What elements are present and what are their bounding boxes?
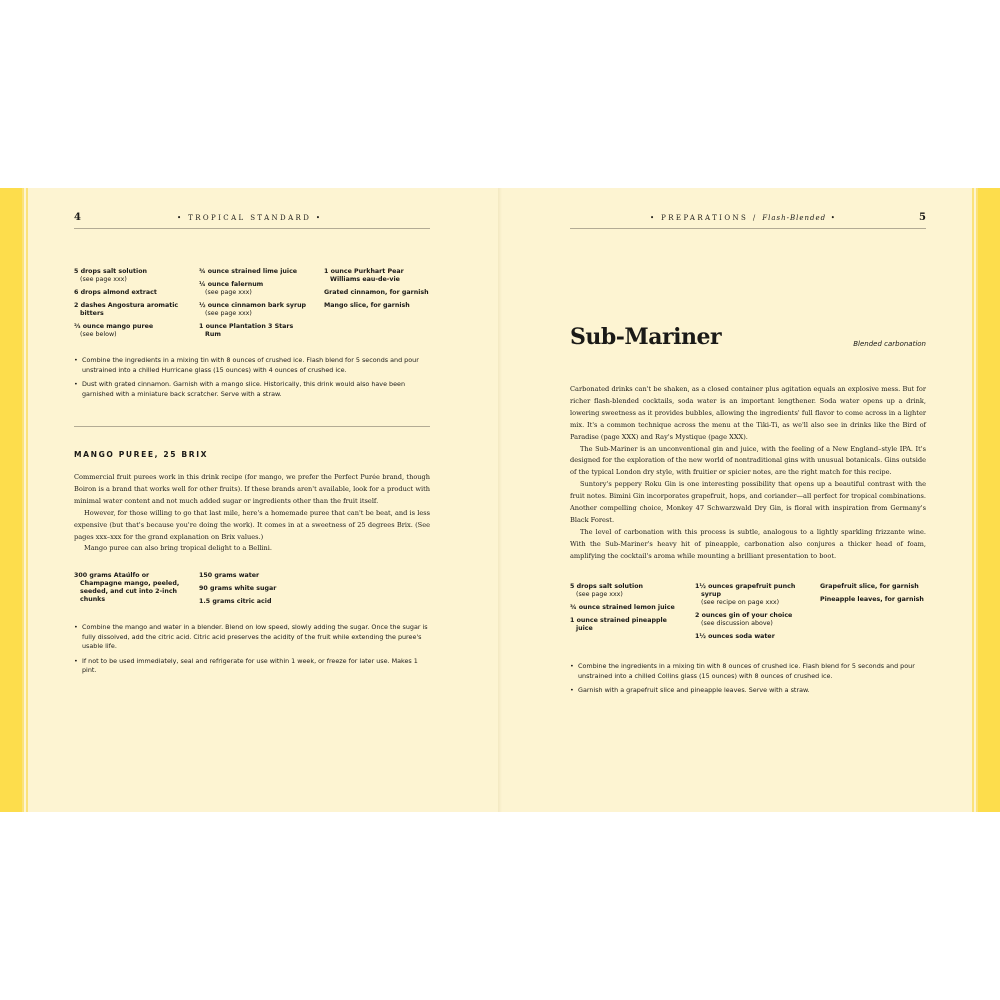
ingredient-text: ¼ ounce falernum <box>199 281 264 288</box>
body-paragraph: Carbonated drinks can't be shaken, as a closed container plus agitation equals an explosive mess. But for richer flash-blended cocktails, soda water is an important lengthener. Soda water opens up a drink, lowering sweetness as it provides bubbles, allowing the ingredients' full flavor to come across in a lighter mix. It's a common technique across the menu at the Tiki-Ti, as we'll also see in drinks like the Bird of Paradise (page XXX) and Ray's Mystique (page XXX). <box>570 385 926 441</box>
ingredient-text: 5 drops salt solution <box>74 268 148 275</box>
ingredient-item <box>199 323 319 339</box>
body-paragraph: Commercial fruit purees work in this drink recipe (for mango, we prefer the Perfect Purée brand, though Boiron is a brand that works well for other fruits). If these brands aren't available, look for a product with minimal water content and not much added sugar or ingredients other than the fruit itself. <box>74 473 430 505</box>
ingredient-note: (see recipe on page xxx) <box>701 599 780 606</box>
ingredient-item <box>74 572 184 604</box>
method-step: • Combine the ingredients in a mixing tin with 8 ounces of crushed ice. Flash blend for 5 seconds and pour unstrained into a chilled Collins glass (15 ounces) with 8 ounces of crushed ice. <box>570 662 926 681</box>
ingredient-item <box>570 617 688 633</box>
left-page <box>74 188 430 812</box>
right-page-edge <box>978 188 1000 812</box>
ingredient-continuation: bitters <box>80 310 104 317</box>
recipe-subtitle: Blended carbonation <box>853 340 926 348</box>
left-edge-line-2 <box>26 188 28 812</box>
method-step: • Combine the mango and water in a blender. Blend on low speed, slowly adding the sugar. Once the sugar is fully dissolved, add the citric acid. Citric acid preserves the acidity of the fruit while extending the puree's usable life. <box>74 623 430 652</box>
method-step: • Combine the ingredients in a mixing tin with 8 ounces of crushed ice. Flash blend for 5 seconds and pour unstrained into a chilled Hurricane glass (15 ounces) with 4 ounces of crushed ice. <box>74 356 430 375</box>
ingredient-text: ¾ ounce strained lemon juice <box>570 604 675 611</box>
left-page-number: 4 <box>74 212 81 223</box>
ingredient-text: 150 grams water <box>199 572 260 579</box>
running-head-suffix: • <box>830 214 838 222</box>
ingredients-column-3 <box>324 268 434 315</box>
ingredient-item <box>199 302 319 318</box>
ingredient-continuation: juice <box>576 625 593 632</box>
ingredient-item <box>324 268 434 284</box>
book-spread <box>0 188 1000 812</box>
right-page <box>570 188 926 812</box>
subrecipe-steps <box>74 623 430 681</box>
ingredient-note: (see page xxx) <box>80 276 127 283</box>
ingredient-item <box>324 302 434 310</box>
body-paragraph: However, for those willing to go that last mile, here's a homemade puree that can't be beat, and is less expensive (but that's because you're doing the work). It comes in at a sweetness of 25 degrees Brix. (See pages xxx–xxx for the grand explanation on Brix values.) <box>74 508 430 541</box>
ingredient-text: Grapefruit slice, for garnish <box>820 583 919 590</box>
ingredient-text: ¾ ounce strained lime juice <box>199 268 298 275</box>
ingredient-continuation: Rum <box>205 331 221 338</box>
method-step: • Dust with grated cinnamon. Garnish with a mango slice. Historically, this drink would also have been garnished with a miniature back scratcher. Serve with a straw. <box>74 380 430 399</box>
ingredient-text: 1 ounce Plantation 3 Stars <box>199 323 294 330</box>
ingredient-item <box>695 612 815 628</box>
ingredient-text: 1½ ounces soda water <box>695 633 775 640</box>
body-paragraph: Mango puree can also bring tropical delight to a Bellini. <box>84 544 272 553</box>
ingredient-text: 1 ounce Purkhart Pear <box>324 268 404 275</box>
ingredient-text: ⅔ ounce mango puree <box>74 323 154 330</box>
right-page-number: 5 <box>919 212 926 223</box>
ingredient-text: 1½ ounces grapefruit punch <box>695 583 796 590</box>
ingredient-item <box>695 583 815 607</box>
body-paragraph: The Sub-Mariner is an unconventional gin and juice, with the feeling of a New England–style IPA. It's designed for the exploration of the new world of nontraditional gins with unusual botanicals. Gins outside of the typical London dry style, with fruitier or spicier notes, are the right match for this recipe. <box>570 444 926 477</box>
ingredients-column-2 <box>199 268 319 344</box>
method-steps <box>74 356 430 404</box>
right-edge-line-2 <box>972 188 974 812</box>
subrecipe-ingredients-column-1 <box>74 572 184 609</box>
recipe-ingredients-column-3 <box>820 583 930 609</box>
method-step: • If not to be used immediately, seal and refrigerate for use within 1 week, or freeze for later use. Makes 1 pint. <box>74 657 430 676</box>
ingredient-text: 300 grams Ataúlfo or <box>74 572 150 579</box>
ingredient-item <box>74 289 192 297</box>
recipe-ingredients-column-1 <box>570 583 688 638</box>
ingredient-item <box>570 583 688 599</box>
ingredient-item <box>199 598 319 606</box>
ingredient-text: Grated cinnamon, for garnish <box>324 289 429 296</box>
ingredient-text: 5 drops salt solution <box>570 583 644 590</box>
left-running-head-text: • TROPICAL STANDARD • <box>177 214 323 222</box>
ingredient-item <box>820 596 930 604</box>
left-header-rule <box>74 228 430 229</box>
ingredient-text: 1.5 grams citric acid <box>199 598 272 605</box>
ingredient-item <box>324 289 434 297</box>
recipe-steps <box>570 662 926 701</box>
ingredient-text: Mango slice, for garnish <box>324 302 410 309</box>
ingredient-note: (see page xxx) <box>576 591 623 598</box>
body-paragraph: The level of carbonation with this process is subtle, analogous to a lightly sparkling frizzante wine. With the Sub-Mariner's heavy hit of pineapple, carbonation also conjures a thicker head of foam, amplifying the cocktail's aroma while mounting a brilliant presentation to boot. <box>570 527 926 560</box>
ingredient-text: Pineapple leaves, for garnish <box>820 596 924 603</box>
subrecipe-body <box>74 472 430 555</box>
ingredient-item <box>74 323 192 339</box>
subrecipe-ingredients-column-2 <box>199 572 319 611</box>
ingredient-item <box>570 604 688 612</box>
ingredient-text: 90 grams white sugar <box>199 585 277 592</box>
body-paragraph: Suntory's peppery Roku Gin is one interesting possibility that opens up a beautiful contrast with the fruit notes. Bimini Gin incorporates grapefruit, hops, and coriander—all perfect for tropical combinations. Another compelling choice, Monkey 47 Schwarzwald Dry Gin, is floral with inspiration from Germany's Black Forest. <box>570 480 926 524</box>
ingredient-item <box>695 633 815 641</box>
left-page-edge <box>0 188 22 812</box>
right-running-header <box>570 210 926 230</box>
section-rule <box>74 426 430 427</box>
ingredient-item <box>199 572 319 580</box>
ingredient-note: (see page xxx) <box>205 310 252 317</box>
ingredient-continuation: Champagne mango, peeled, seeded, and cut into 2-inch chunks <box>80 580 180 603</box>
ingredient-item <box>74 302 192 318</box>
book-gutter <box>498 188 502 812</box>
running-head-italic: Flash-Blended <box>762 214 827 222</box>
ingredient-note: (see page xxx) <box>205 289 252 296</box>
ingredient-continuation: syrup <box>701 591 721 598</box>
ingredient-item <box>199 281 319 297</box>
ingredient-note: (see below) <box>80 331 117 338</box>
right-edge-line <box>976 188 978 812</box>
left-running-header <box>74 210 430 230</box>
method-step: • Garnish with a grapefruit slice and pineapple leaves. Serve with a straw. <box>570 686 926 696</box>
ingredient-item <box>820 583 930 591</box>
ingredient-text: 6 drops almond extract <box>74 289 157 296</box>
running-head-prefix: • PREPARATIONS / <box>650 214 758 222</box>
recipe-body <box>570 384 926 563</box>
recipe-title: Sub-Mariner <box>570 324 722 350</box>
right-running-head-text <box>650 214 837 222</box>
ingredient-item <box>199 268 319 276</box>
subrecipe-heading: MANGO PUREE, 25 BRIX <box>74 450 209 459</box>
ingredient-item <box>199 585 319 593</box>
ingredient-text: 2 dashes Angostura aromatic <box>74 302 179 309</box>
ingredient-item <box>74 268 192 284</box>
ingredient-text: ½ ounce cinnamon bark syrup <box>199 302 307 309</box>
recipe-ingredients-column-2 <box>695 583 815 646</box>
ingredient-text: 2 ounces gin of your choice <box>695 612 793 619</box>
right-header-rule <box>570 228 926 229</box>
ingredient-continuation: Williams eau-de-vie <box>330 276 400 283</box>
ingredient-text: 1 ounce strained pineapple <box>570 617 667 624</box>
ingredient-note: (see discussion above) <box>701 620 773 627</box>
left-edge-line <box>22 188 24 812</box>
ingredients-column-1 <box>74 268 192 344</box>
